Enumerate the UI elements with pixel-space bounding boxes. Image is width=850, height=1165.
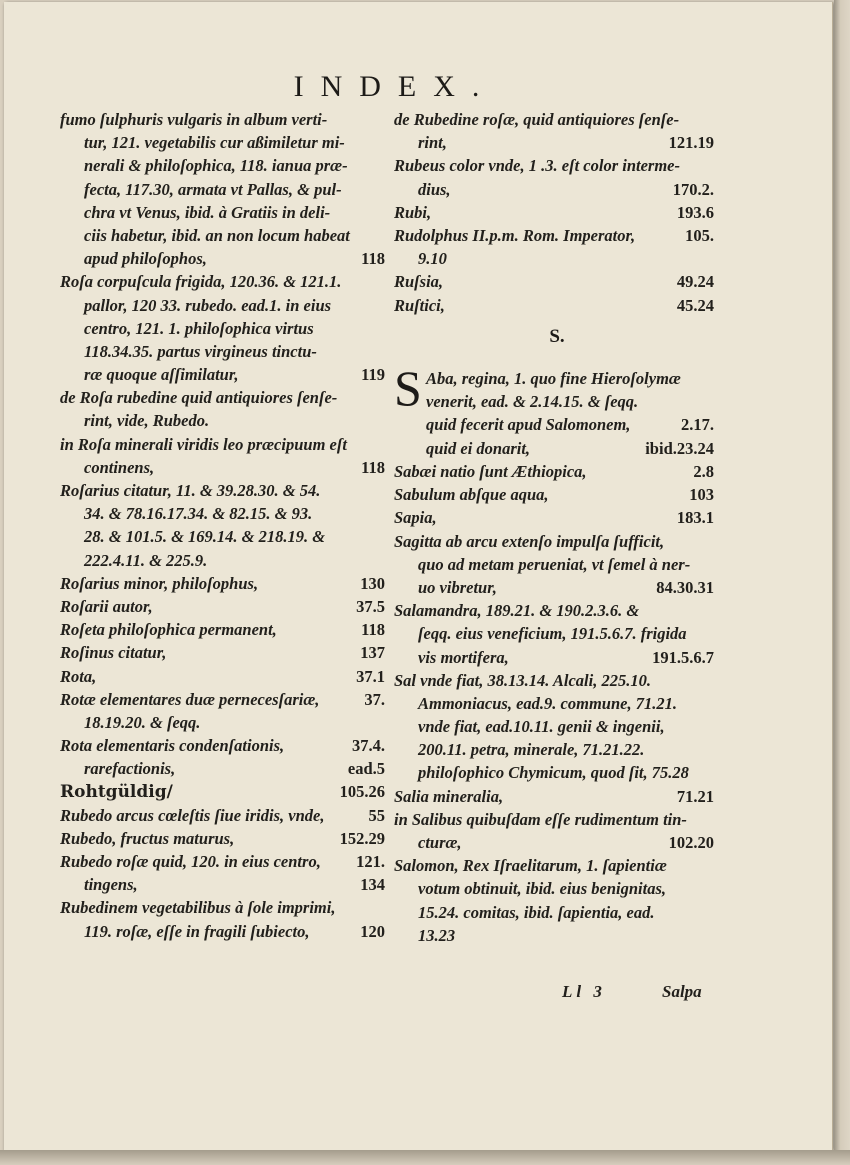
left-column [60, 108, 385, 943]
index-line [60, 595, 385, 618]
page-reference: 118 [361, 620, 385, 640]
index-line [60, 780, 385, 803]
index-entry-text: ciis habetur, ibid. an non locum habeat [84, 225, 350, 245]
index-entry-text: Rota elementaris condenſationis, [60, 736, 285, 756]
index-line [394, 877, 714, 900]
index-entry-text: Sabulum abſque aqua, [394, 485, 549, 505]
index-entry-text: 28. & 101.5. & 169.14. & 218.19. & [84, 527, 326, 547]
index-line [394, 178, 714, 201]
index-entry-text: fumo ſulphuris vulgaris in album verti- [60, 110, 328, 129]
index-line [394, 738, 714, 761]
index-line [394, 715, 714, 738]
section-letter: S. [549, 326, 565, 347]
index-line [394, 669, 714, 692]
index-entry-text: Roſarii autor, [60, 596, 153, 616]
index-entry-text: Rubedo roſæ quid, 120. in eius centro, [60, 852, 321, 871]
index-entry-text: 34. & 78.16.17.34. & 82.15. & 93. [84, 504, 313, 524]
page-reference: 134 [360, 875, 385, 895]
index-line [60, 618, 385, 641]
page-reference: 45.24 [676, 295, 714, 315]
index-line [60, 572, 385, 595]
index-line [60, 154, 385, 177]
page-reference: 170.2. [672, 179, 714, 199]
index-entry-text: 222.4.11. & 225.9. [84, 550, 208, 570]
index-line [60, 641, 385, 664]
index-line [394, 692, 714, 715]
page-reference: 105. [685, 225, 714, 245]
index-entry-text: Sabæi natio ſunt Æthiopica, [394, 462, 587, 481]
index-entry-text: quid ei donarit, [426, 438, 531, 458]
index-line [60, 734, 385, 757]
index-entry-text: continens, [84, 457, 155, 477]
index-line [60, 131, 385, 154]
index-entry-text: in Roſa minerali viridis leo præcipuum eſt [60, 434, 347, 454]
index-line [60, 108, 385, 131]
index-line [394, 854, 714, 877]
index-line [394, 483, 714, 506]
index-line [60, 549, 385, 572]
index-entry-text: Rubeus color vnde, 1 .3. eſt color interme- [394, 156, 680, 176]
index-entry-text: Sal vnde fiat, 38.13.14. Alcali, 225.10. [394, 670, 651, 690]
index-entry-text: ſeqq. eius veneficium, 191.5.6.7. frigida [418, 624, 687, 644]
index-entry-text: Rota, [60, 666, 97, 686]
index-entry-text: Roſarius minor, philoſophus, [60, 573, 259, 593]
index-line [60, 804, 385, 827]
index-line [60, 850, 385, 873]
index-line [394, 761, 714, 784]
index-entry-text: Rubi, [394, 202, 432, 222]
index-line [60, 456, 385, 479]
page-reference: 118 [361, 457, 385, 477]
right-column-rest [394, 460, 714, 947]
index-entry-text: de Rubedine roſæ, quid antiquiores ſenſe- [394, 110, 680, 129]
index-entry-text: pallor, 120 33. rubedo. ead.1. in eius [84, 295, 332, 315]
page-reference: 105.26 [339, 782, 385, 802]
index-line [60, 920, 385, 943]
index-line [60, 757, 385, 780]
index-entry-text: tur, 121. vegetabilis cur aßimiletur mi- [84, 133, 345, 153]
index-line [60, 201, 385, 224]
page-reference: 2.8 [693, 462, 714, 481]
index-line [394, 599, 714, 622]
index-entry-text: Ruſsia, [394, 272, 444, 292]
index-entry-text: Salia mineralia, [394, 786, 504, 806]
page-reference: 152.29 [339, 828, 385, 848]
page-reference: 137 [360, 643, 385, 663]
index-entry-text: de Roſa rubedine quid antiquiores ſenſe- [60, 388, 338, 408]
index-line [60, 294, 385, 317]
page-reference: 119 [361, 365, 385, 385]
index-line [60, 409, 385, 432]
index-entry-text: 13.23 [418, 925, 456, 945]
index-line [394, 622, 714, 645]
index-line [60, 896, 385, 919]
page-reference: ibid.23.24 [645, 438, 714, 458]
index-line [394, 154, 714, 177]
index-entry-text: fecta, 117.30, armata vt Pallas, & pul- [84, 179, 342, 199]
index-line [60, 363, 385, 386]
index-line [60, 340, 385, 363]
index-line [60, 688, 385, 711]
index-line [394, 646, 714, 669]
index-line [394, 924, 714, 947]
index-entry-text: Ruſtici, [394, 295, 445, 315]
index-entry-text: Rubedo, fructus maturus, [60, 828, 235, 848]
index-entry-text: rint, vide, Rubedo. [84, 411, 210, 431]
page-reference: 37. [364, 689, 385, 709]
index-entry-text: 118.34.35. partus virgineus tinctu- [84, 341, 317, 361]
page-reference: 103 [689, 485, 714, 505]
index-line [60, 502, 385, 525]
page-reference: ead.5 [347, 759, 385, 779]
index-line [60, 270, 385, 293]
page-reference: 183.1 [676, 508, 714, 528]
index-line [394, 530, 714, 553]
index-line [60, 247, 385, 270]
index-entry-text: Roſa corpuſcula frigida, 120.36. & 121.1. [60, 272, 342, 292]
index-entry-text: Rubedo arcus cœleſtis ſiue iridis, vnde, [60, 805, 325, 825]
index-line [60, 525, 385, 548]
index-entry-text: in Salibus quibuſdam eſſe rudimentum tin- [394, 809, 687, 829]
page-reference: 37.5 [356, 596, 385, 616]
index-line [394, 506, 714, 529]
index-line [394, 201, 714, 224]
index-entry-text: 200.11. petra, minerale, 71.21.22. [418, 740, 645, 760]
index-line [60, 665, 385, 688]
page-reference: 193.6 [676, 202, 714, 222]
index-entry-text: uo vibretur, [418, 577, 497, 597]
page-reference: 118 [361, 249, 385, 269]
right-column-top [394, 108, 714, 317]
index-entry-text: Salamandra, 189.21. & 190.2.3.6. & [394, 601, 640, 621]
index-line [426, 390, 714, 413]
index-line [394, 247, 714, 270]
index-line [60, 386, 385, 409]
signature-mark: Ll 3 [562, 982, 606, 1001]
index-line [60, 827, 385, 850]
index-entry-text: Rubedinem vegetabilibus à ſole imprimi, [60, 898, 336, 918]
scan-edge-right [834, 0, 850, 1165]
index-line [426, 437, 714, 460]
index-entry-text: 15.24. comitas, ibid. ſapientia, ead. [418, 902, 655, 922]
drop-cap: S [394, 360, 422, 416]
index-line [394, 831, 714, 854]
index-entry-text: dius, [418, 179, 451, 199]
index-entry-text: rarefactionis, [84, 759, 176, 779]
index-entry-text: quo ad metam perueniat, vt ſemel à ner- [418, 554, 691, 574]
index-line [60, 433, 385, 456]
index-line [394, 808, 714, 831]
index-entry-text: Roſarius citatur, 11. & 39.28.30. & 54. [60, 481, 321, 500]
page-reference: 84.30.31 [656, 577, 714, 597]
index-entry-text: 9.10 [418, 249, 447, 269]
index-line [394, 460, 714, 483]
scan-edge-bottom [0, 1150, 850, 1165]
index-entry-text: Rohtgüldig/ [60, 782, 173, 803]
index-entry-text: Rotæ elementares duæ pernecesſariæ, [60, 689, 320, 709]
index-entry-text: nerali & philoſophica, 118. ianua præ- [84, 156, 348, 176]
index-entry-text: rint, [418, 133, 447, 153]
index-line [394, 270, 714, 293]
index-entry-text: 18.19.20. & ſeqq. [84, 712, 201, 732]
page-reference: 71.21 [676, 786, 714, 806]
index-entry-text: centro, 121. 1. philoſophica virtus [84, 318, 314, 338]
index-entry-text: Aba, regina, 1. quo fine Hieroſolymæ [426, 369, 681, 388]
page-title: INDEX. [293, 70, 497, 103]
index-line [394, 553, 714, 576]
index-line [60, 711, 385, 734]
index-line [60, 873, 385, 896]
catchword: Salpa [662, 982, 702, 1001]
index-entry-text: tingens, [84, 875, 138, 895]
page-reference: 37.4. [352, 736, 385, 756]
index-line [60, 317, 385, 340]
index-line [394, 294, 714, 317]
index-entry-text: vnde fiat, ead.10.11. genii & ingenii, [418, 717, 665, 737]
page-reference: 121.19 [668, 133, 714, 153]
page-reference: 37.1 [356, 666, 385, 686]
index-line [394, 224, 714, 247]
index-entry-text: Roſinus citatur, [60, 643, 167, 663]
index-line [394, 576, 714, 599]
page-reference: 49.24 [676, 272, 714, 292]
page-reference: 121. [356, 852, 385, 871]
page-reference: 2.17. [681, 415, 714, 435]
index-line [60, 178, 385, 201]
index-line [394, 901, 714, 924]
index-entry-text: Salomon, Rex Iſraelitarum, 1. ſapientiæ [394, 856, 667, 876]
index-line [60, 479, 385, 502]
index-entry-text: Rudolphus II.p.m. Rom. Imperator, [394, 225, 636, 245]
index-entry-text: votum obtinuit, ibid. eius benignitas, [418, 879, 667, 899]
index-entry-text: Sagitta ab arcu extenſo impulſa ſufficit, [394, 531, 665, 551]
page-reference: 102.20 [668, 833, 714, 852]
index-entry-text: quid fecerit apud Salomonem, [426, 415, 631, 435]
index-entry-text: apud philoſophos, [84, 249, 207, 269]
index-line [394, 108, 714, 131]
index-line [426, 413, 714, 436]
index-entry-text: Sapia, [394, 508, 437, 528]
index-entry-text: Ammoniacus, ead.9. commune, 71.21. [418, 693, 677, 713]
index-line [60, 224, 385, 247]
index-entry-text: ræ quoque aſſimilatur, [84, 365, 239, 385]
page-reference: 130 [360, 573, 385, 593]
page-reference: 191.5.6.7 [652, 647, 714, 667]
index-entry-text: venerit, ead. & 2.14.15. & ſeqq. [426, 392, 639, 412]
right-column-s-entry [426, 367, 714, 460]
index-entry-text: vis mortifera, [418, 647, 509, 667]
index-line [426, 367, 714, 390]
index-entry-text: Roſeta philoſophica permanent, [60, 620, 277, 640]
page-reference: 120 [360, 921, 385, 941]
index-line [394, 785, 714, 808]
index-entry-text: chra vt Venus, ibid. à Gratiis in deli- [84, 202, 331, 222]
index-entry-text: 119. roſæ, eſſe in fragili ſubiecto, [84, 921, 310, 941]
index-line [394, 131, 714, 154]
index-entry-text: cturæ, [418, 833, 462, 852]
page-reference: 55 [368, 805, 385, 825]
index-entry-text: philoſophico Chymicum, quod ſit, 75.28 [418, 763, 689, 783]
